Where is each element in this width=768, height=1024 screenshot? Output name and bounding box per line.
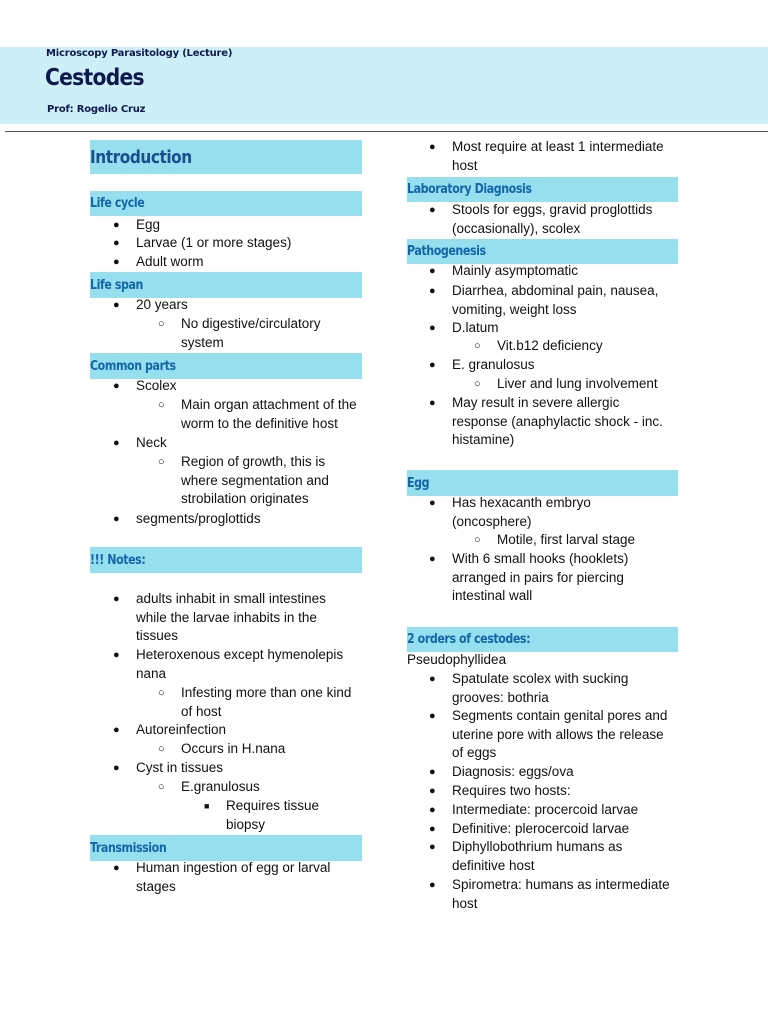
bullet-circle-icon: ○ [158, 456, 165, 468]
bullet-circle-icon: ○ [474, 534, 481, 546]
list-item: segments/proglottids [136, 511, 261, 526]
bullet-disc-icon: ● [429, 322, 436, 334]
heading-introduction: Introduction [90, 140, 362, 174]
bullet-disc-icon: ● [429, 841, 436, 853]
list-item: Has hexacanth embryo (oncosphere) [452, 495, 591, 529]
bullet-disc-icon: ● [113, 513, 120, 525]
list-item: Infesting more than one kind of host [181, 685, 352, 719]
list-item: Autoreinfection [136, 722, 227, 737]
list-item: Heteroxenous except hymenolepis nana [136, 647, 344, 681]
heading-life-cycle: Life cycle [90, 191, 362, 216]
list-item: Spirometra: humans as intermediate host [452, 877, 670, 911]
list-item: E. granulosus [452, 357, 535, 372]
heading-common-parts: Common parts [90, 353, 362, 379]
list-item: No digestive/circulatory system [181, 316, 321, 350]
heading-transmission: Transmission [90, 835, 362, 861]
heading-laboratory-diagnosis: Laboratory Diagnosis [407, 177, 678, 202]
order-label: Pseudophyllidea [407, 652, 507, 667]
list-item: Most require at least 1 intermediate host [452, 139, 664, 173]
list-item: Human ingestion of egg or larval stages [136, 860, 331, 894]
page-title: Cestodes [45, 65, 144, 91]
list-item: Larvae (1 or more stages) [136, 235, 292, 250]
professor-name: Prof: Rogelio Cruz [47, 104, 146, 115]
bullet-disc-icon: ● [429, 397, 436, 409]
bullet-disc-icon: ● [429, 804, 436, 816]
list-item: Cyst in tissues [136, 760, 224, 775]
bullet-disc-icon: ● [429, 553, 436, 565]
bullet-disc-icon: ● [113, 649, 120, 661]
course-title: Microscopy Parasitology (Lecture) [46, 48, 233, 59]
list-item: Diarrhea, abdominal pain, nausea, vomiting, weight loss [452, 283, 659, 317]
list-item: E.granulosus [181, 779, 260, 794]
list-item: Adult worm [136, 254, 204, 269]
list-item: 20 years [136, 297, 188, 312]
bullet-disc-icon: ● [113, 437, 120, 449]
bullet-disc-icon: ● [429, 673, 436, 685]
bullet-disc-icon: ● [429, 710, 436, 722]
list-item: Requires tissue biopsy [226, 798, 320, 832]
list-item: Segments contain genital pores and uterine pore with allows the release of eggs [452, 708, 668, 760]
bullet-disc-icon: ● [113, 299, 120, 311]
list-item: Requires two hosts: [452, 783, 571, 798]
list-item: Scolex [136, 378, 177, 393]
list-item: Region of growth, this is where segmentation and strobilation originates [181, 454, 329, 506]
bullet-disc-icon: ● [429, 141, 436, 153]
bullet-disc-icon: ● [429, 823, 436, 835]
list-item: Main organ attachment of the worm to the definitive host [181, 397, 357, 431]
bullet-disc-icon: ● [429, 879, 436, 891]
header-divider [5, 131, 768, 132]
list-item: Definitive: plerocercoid larvae [452, 821, 630, 836]
list-item: Intermediate: procercoid larvae [452, 802, 639, 817]
bullet-disc-icon: ● [113, 593, 120, 605]
heading-life-span: Life span [90, 272, 362, 298]
bullet-disc-icon: ● [429, 766, 436, 778]
list-item: Vit.b12 deficiency [497, 338, 603, 353]
list-item: Diagnosis: eggs/ova [452, 764, 574, 779]
list-item: Liver and lung involvement [497, 376, 658, 391]
list-item: Neck [136, 435, 167, 450]
bullet-disc-icon: ● [113, 762, 120, 774]
bullet-disc-icon: ● [113, 237, 120, 249]
heading-orders-of-cestodes: 2 orders of cestodes: [407, 627, 678, 652]
bullet-disc-icon: ● [429, 497, 436, 509]
bullet-disc-icon: ● [113, 219, 120, 231]
list-item: D.latum [452, 320, 499, 335]
bullet-circle-icon: ○ [158, 318, 165, 330]
heading-pathogenesis: Pathogenesis [407, 239, 678, 264]
list-item: Motile, first larval stage [497, 532, 636, 547]
bullet-circle-icon: ○ [158, 399, 165, 411]
bullet-disc-icon: ● [429, 359, 436, 371]
list-item: Mainly asymptomatic [452, 263, 579, 278]
list-item: Egg [136, 217, 161, 232]
bullet-disc-icon: ● [429, 785, 436, 797]
list-item: With 6 small hooks (hooklets) arranged in pairs for piercing intestinal wall [452, 551, 629, 603]
bullet-disc-icon: ● [113, 256, 120, 268]
bullet-disc-icon: ● [113, 380, 120, 392]
bullet-circle-icon: ○ [158, 687, 165, 699]
bullet-circle-icon: ○ [158, 743, 165, 755]
list-item: Stools for eggs, gravid proglottids (occasionally), scolex [452, 202, 653, 236]
bullet-disc-icon: ● [429, 265, 436, 277]
list-item: adults inhabit in small intestines while the larvae inhabits in the tissues [136, 591, 326, 643]
list-item: May result in severe allergic response (anaphylactic shock - inc. histamine) [452, 395, 663, 447]
document-header [0, 47, 768, 124]
heading-notes: !!! Notes: [90, 547, 362, 573]
list-item: Occurs in H.nana [181, 741, 286, 756]
bullet-disc-icon: ● [113, 724, 120, 736]
bullet-disc-icon: ● [113, 862, 120, 874]
bullet-disc-icon: ● [429, 285, 436, 297]
bullet-disc-icon: ● [429, 204, 436, 216]
bullet-circle-icon: ○ [474, 340, 481, 352]
heading-egg: Egg [407, 470, 678, 496]
bullet-circle-icon: ○ [158, 781, 165, 793]
bullet-circle-icon: ○ [474, 378, 481, 390]
list-item: Diphyllobothrium humans as definitive host [452, 839, 623, 873]
list-item: Spatulate scolex with sucking grooves: bothria [452, 671, 629, 705]
bullet-square-icon: ■ [204, 801, 210, 811]
